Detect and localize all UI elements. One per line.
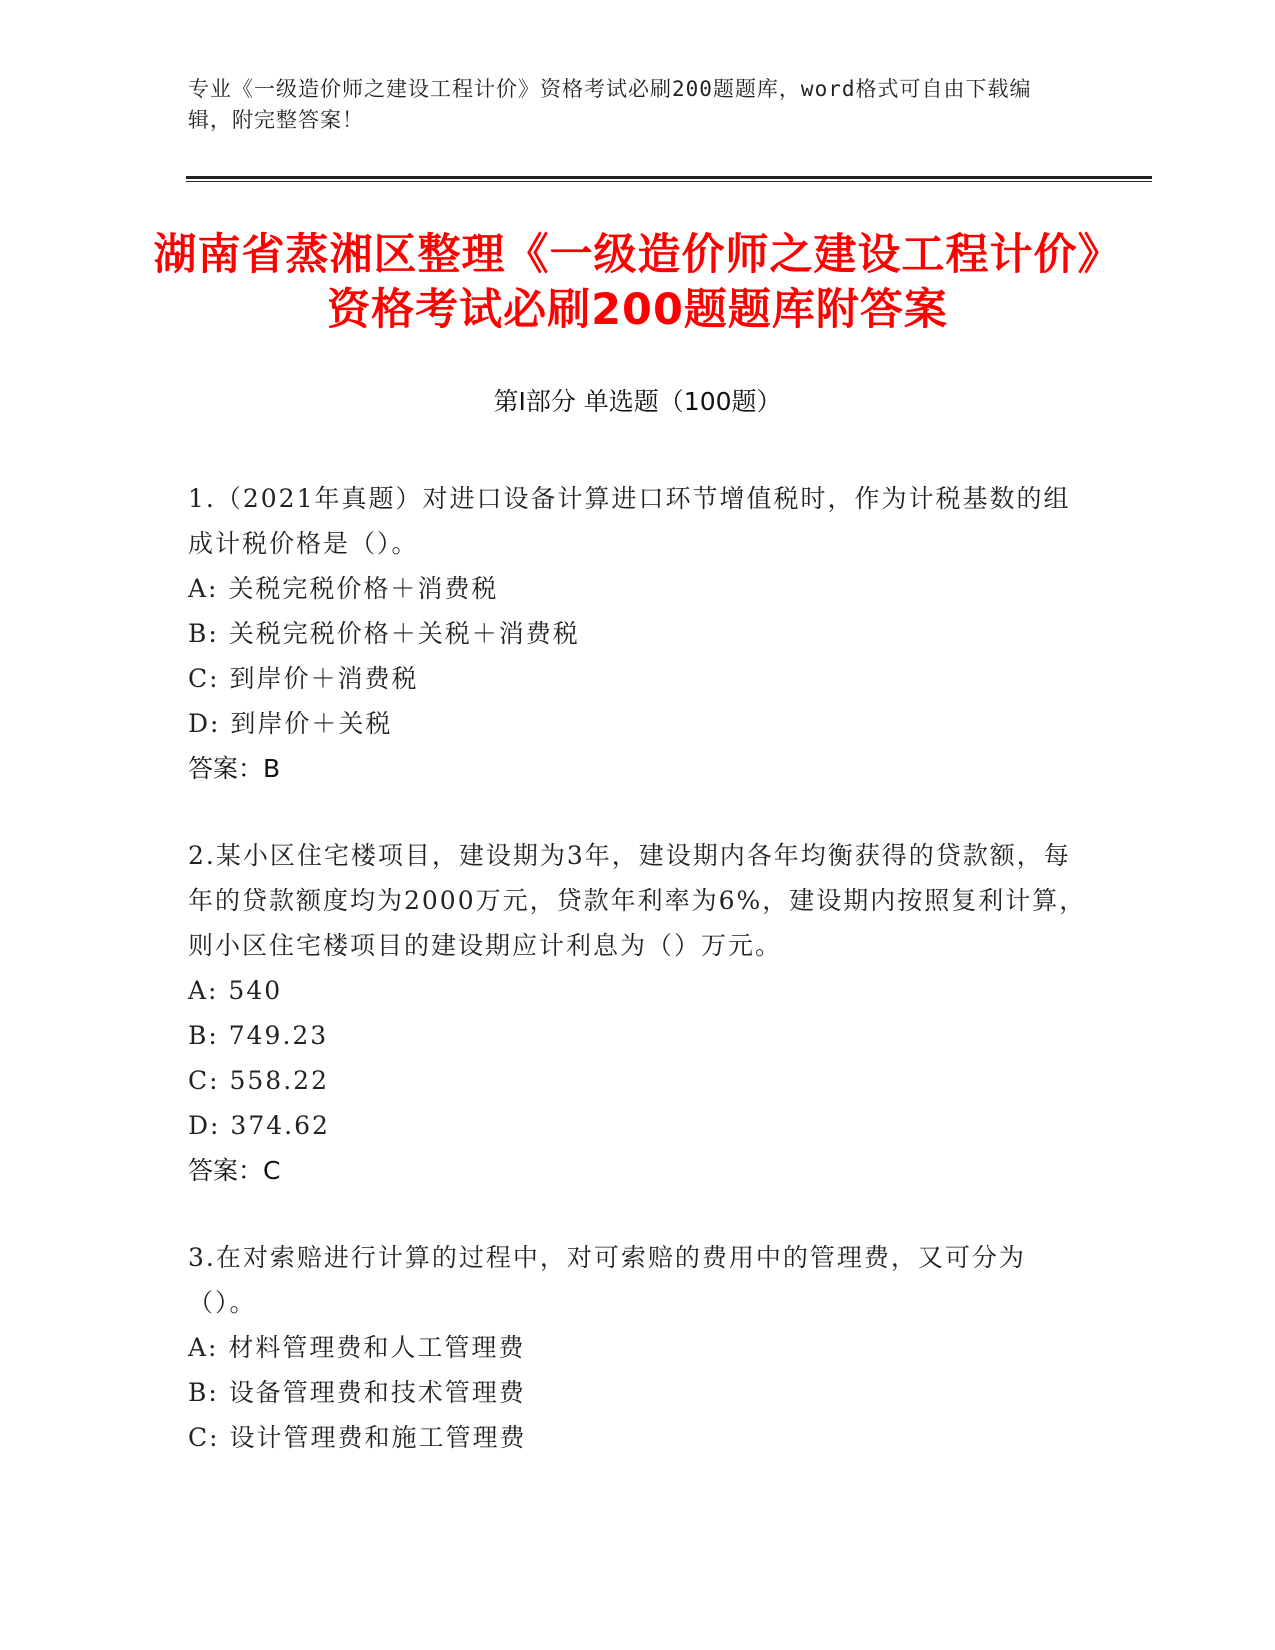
header-note: 专业《一级造价师之建设工程计价》资格考试必刷200题题库，word格式可自由下载编辑，附完整答案！ xyxy=(188,77,1032,132)
header-divider-thin xyxy=(186,181,1152,182)
header-divider-thick xyxy=(186,176,1152,179)
option-a: A: 关税完税价格＋消费税 xyxy=(188,574,499,603)
answer-line: 答案：C xyxy=(188,1156,281,1185)
option-a: A: 540 xyxy=(188,976,283,1005)
question-2 xyxy=(188,833,1088,1193)
option-c: C: 到岸价＋消费税 xyxy=(188,664,419,693)
option-d: D: 374.62 xyxy=(188,1111,330,1140)
question-3 xyxy=(188,1235,1088,1460)
question-1 xyxy=(188,476,1088,791)
option-c: C: 558.22 xyxy=(188,1066,329,1095)
question-stem: 1.（2021年真题）对进口设备计算进口环节增值税时，作为计税基数的组成计税价格是（）。 xyxy=(188,484,1071,558)
answer-line: 答案：B xyxy=(188,754,281,783)
document-title: 湖南省蒸湘区整理《一级造价师之建设工程计价》资格考试必刷200题题库附答案 xyxy=(153,230,1122,335)
option-b: B: 设备管理费和技术管理费 xyxy=(188,1378,526,1407)
option-d: D: 到岸价＋关税 xyxy=(188,709,393,738)
option-c: C: 设计管理费和施工管理费 xyxy=(188,1423,527,1452)
question-stem: 2.某小区住宅楼项目，建设期为3年，建设期内各年均衡获得的贷款额，每年的贷款额度均为2000万元，贷款年利率为6%，建设期内按照复利计算，则小区住宅楼项目的建设期应计利息为（）万元。 xyxy=(188,841,1087,960)
question-stem: 3.在对索赔进行计算的过程中，对可索赔的费用中的管理费，又可分为（）。 xyxy=(188,1243,1026,1317)
option-b: B: 749.23 xyxy=(188,1021,329,1050)
section-heading: 第I部分 单选题（100题） xyxy=(493,387,782,416)
question-list xyxy=(188,476,1088,1502)
option-b: B: 关税完税价格＋关税＋消费税 xyxy=(188,619,580,648)
option-a: A: 材料管理费和人工管理费 xyxy=(188,1333,526,1362)
